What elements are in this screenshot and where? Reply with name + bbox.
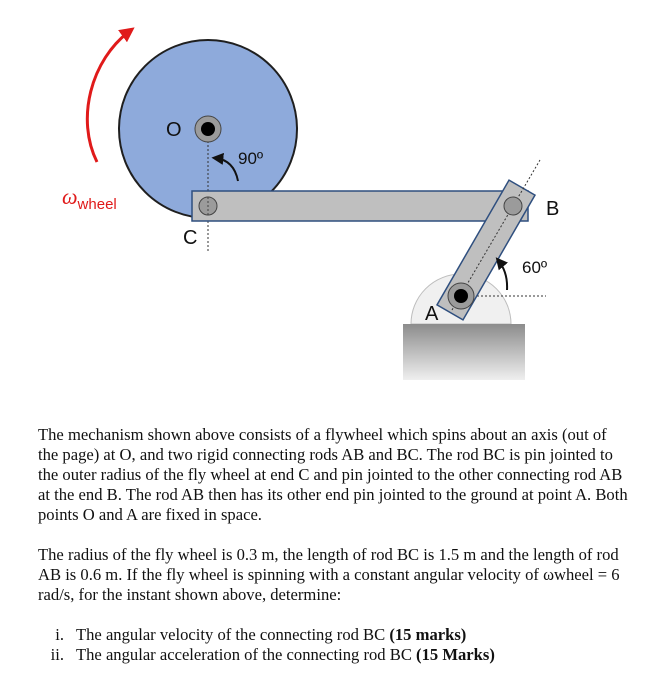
question-item (38, 625, 628, 645)
question-marks: (15 marks) (389, 625, 467, 644)
rod-bc (192, 191, 528, 221)
paragraph-description: The mechanism shown above consists of a flywheel which spins about an axis (out of the page) at O, and two rigid connecting rods AB and BC. The rod BC is pin jointed to the outer radius of the fly wheel at end C and pin jointed to the other connecting rod AB at the end B. The rod AB then has its other end pin jointed to the ground at point A. Both points O and A are fixed in space. (38, 425, 628, 524)
question-text: The angular velocity of the connecting rod BC (76, 625, 390, 644)
pin-b (504, 197, 522, 215)
ground (403, 324, 525, 380)
angle-arc-60 (498, 260, 507, 290)
pin-a (448, 283, 474, 309)
label-c: C (183, 227, 198, 249)
label-angle-60: 60º (522, 258, 548, 277)
question-number: i. (55, 625, 64, 644)
problem-text (38, 425, 628, 665)
label-a: A (425, 303, 439, 325)
paragraph-given-values: The radius of the fly wheel is 0.3 m, the length of rod BC is 1.5 m and the length of rod AB is 0.6 m. If the fly wheel is spinning with a constant angular velocity of ωwheel = 6 rad/s, for the instant shown above, determine: (38, 545, 620, 604)
pin-c (199, 197, 217, 215)
question-text: The angular acceleration of the connecting rod BC (76, 645, 417, 664)
label-angle-90: 90º (238, 149, 264, 168)
question-item (38, 645, 628, 665)
label-b: B (546, 198, 560, 220)
pin-o (195, 116, 221, 142)
question-marks: (15 Marks) (416, 645, 495, 664)
question-body (76, 625, 466, 645)
question-number: ii. (50, 645, 64, 664)
question-list (38, 625, 628, 665)
label-omega-wheel: ωwheel (62, 184, 117, 213)
label-o: O (166, 119, 182, 141)
question-body (76, 645, 495, 665)
